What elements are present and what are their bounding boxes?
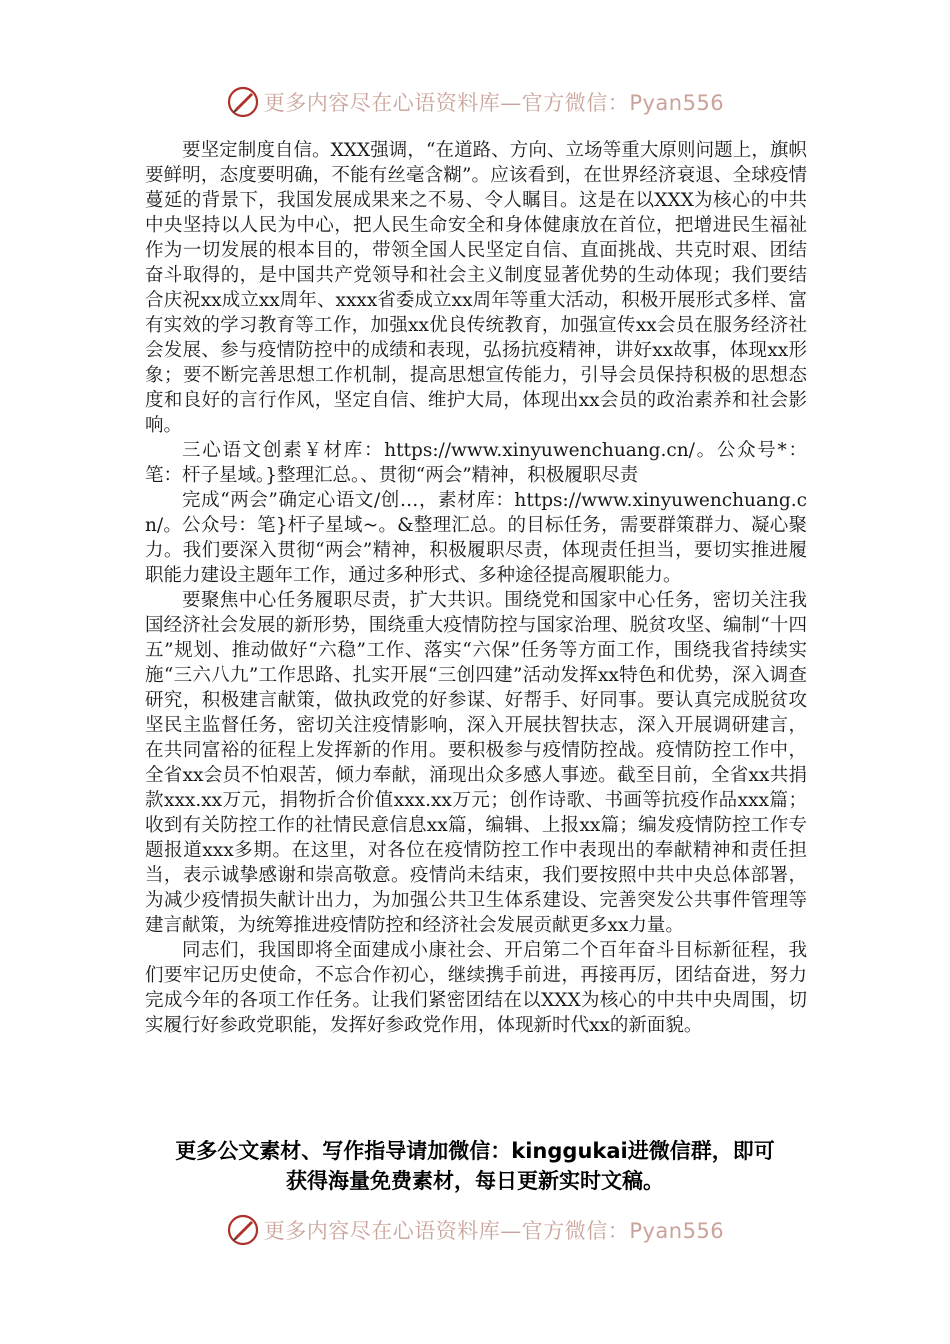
footer-promo xyxy=(140,1136,810,1196)
banner-text: 更多内容尽在心语资料库—官方微信：Pyan556 xyxy=(263,1219,725,1243)
document-body xyxy=(145,138,807,1038)
banner-text: 更多内容尽在心语资料库—官方微信：Pyan556 xyxy=(263,91,725,115)
paragraph: 同志们，我国即将全面建成小康社会、开启第二个百年奋斗目标新征程，我们要牢记历史使命，不忘合作初心，继续携手前进，再接再厉，团结奋进，努力完成今年的各项工作任务。让我们紧密团结在以XXX为核心的中共中央周围，切实履行好参政党职能，发挥好参政党作用，体现新时代xx的新面貌。 xyxy=(145,940,807,1036)
footer-line-2: 获得海量免费素材，每日更新实时文稿。 xyxy=(286,1169,664,1193)
footer-banner xyxy=(0,1210,950,1250)
header-banner xyxy=(0,82,950,122)
pen-logo-icon xyxy=(226,1213,260,1247)
paragraph: 完成“两会”确定心语文/创…，素材库：https://www.xinyuwenchuang.cn/。公众号：笔}杆子星域~。&整理汇总。的目标任务，需要群策群力、凝心聚力。我们要深入贯彻“两会”精神，积极履职尽责，体现责任担当，要切实推进履职能力建设主题年工作，通过多种形式、多种途径提高履职能力。 xyxy=(145,490,807,586)
paragraph: 要聚焦中心任务履职尽责，扩大共识。围绕党和国家中心任务，密切关注我国经济社会发展的新形势，围绕重大疫情防控与国家治理、脱贫攻坚、编制“十四五”规划、推动做好“六稳”工作、落实“六保”任务等方面工作，围绕我省持续实施“三六八九”工作思路、扎实开展“三创四建”活动发挥xx特色和优势，深入调查研究，积极建言献策，做执政党的好参谋、好帮手、好同事。要认真完成脱贫攻坚民主监督任务，密切关注疫情影响，深入开展扶智扶志，深入开展调研建言，在共同富裕的征程上发挥新的作用。要积极参与疫情防控战。疫情防控工作中，全省xx会员不怕艰苦，倾力奉献，涌现出众多感人事迹。截至目前，全省xx共捐款xxx.xx万元，捐物折合价值xxx.xx万元；创作诗歌、书画等抗疫作品xxx篇；收到有关防控工作的社情民意信息xx篇，编辑、上报xx篇；编发疫情防控工作专题报道xxx多期。在这里，对各位在疫情防控工作中表现出的奉献精神和责任担当，表示诚挚感谢和崇高敬意。疫情尚未结束，我们要按照中共中央总体部署，为减少疫情损失献计出力，为加强公共卫生体系建设、完善突发公共事件管理等建言献策，为统筹推进疫情防控和经济社会发展贡献更多xx力量。 xyxy=(145,590,807,936)
footer-line-1: 更多公文素材、写作指导请加微信：kinggukai进微信群，即可 xyxy=(175,1139,775,1163)
paragraph: 要坚定制度自信。XXX强调，“在道路、方向、立场等重大原则问题上，旗帜要鲜明，态度要明确，不能有丝毫含糊”。应该看到，在世界经济衰退、全球疫情蔓延的背景下，我国发展成果来之不易、令人瞩目。这是在以XXX为核心的中共中央坚持以人民为中心，把人民生命安全和身体健康放在首位，把增进民生福祉作为一切发展的根本目的，带领全国人民坚定自信、直面挑战、共克时艰、团结奋斗取得的，是中国共产党领导和社会主义制度显著优势的生动体现；我们要结合庆祝xx成立xx周年、xxxx省委成立xx周年等重大活动，积极开展形式多样、富有实效的学习教育等工作，加强xx优良传统教育，加强宣传xx会员在服务经济社会发展、参与疫情防控中的成绩和表现，弘扬抗疫精神，讲好xx故事，体现xx形象；要不断完善思想工作机制，提高思想宣传能力，引导会员保持积极的思想态度和良好的言行作风，坚定自信、维护大局，体现出xx会员的政治素养和社会影响。 xyxy=(145,140,807,436)
paragraph: 三心语文创素￥材库：https://www.xinyuwenchuang.cn/。公众号*：笔：杆子星域。}整理汇总。、贯彻“两会”精神，积极履职尽责 xyxy=(145,440,807,486)
pen-logo-icon xyxy=(226,85,260,119)
